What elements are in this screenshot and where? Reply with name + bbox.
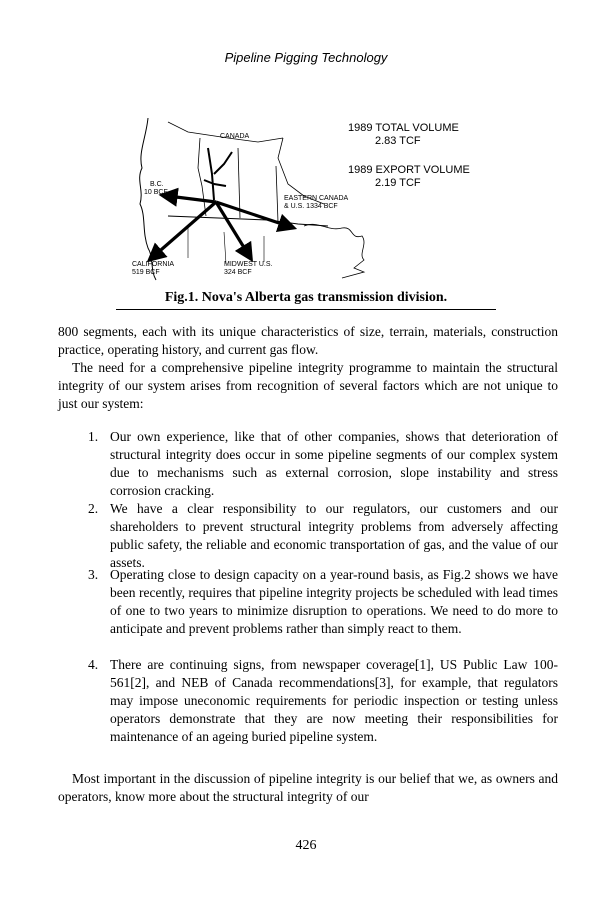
export-volume-value: 2.19 TCF: [375, 177, 421, 189]
label-california-volume: 519 BCF: [132, 269, 160, 276]
list-item: [88, 566, 558, 638]
running-title: Pipeline Pigging Technology: [224, 50, 388, 65]
sask-manitoba-border: [276, 166, 278, 222]
list-item-text: We have a clear responsibility to our regulators, our customers and our shareholders to prevent structural integrity problems from adversely affecting public safety, the reliable and economic transportation of gas, and the value of our assets.: [110, 501, 558, 570]
arrow-to-bc: [168, 196, 216, 202]
list-item-text: There are continuing signs, from newspaper coverage[1], US Public Law 100-561[2], and NEB of Canada recommendations[3], for example, that regulators may impose uneconomic requirements for periodic inspection or testing unless operators demonstrate that they are now meeting their responsibilities for maintenance of an ageing buried pipeline system.: [110, 657, 558, 744]
export-volume-label: 1989 EXPORT VOLUME: [348, 164, 470, 176]
label-bc-volume: 10 BCF: [144, 189, 168, 196]
list-item: [88, 500, 558, 572]
total-volume-label: 1989 TOTAL VOLUME: [348, 122, 459, 134]
us-state-lines: [188, 228, 264, 264]
paragraph-important: Most important in the discussion of pipeline integrity is our belief that we, as owners and operators, know more about the structural integrity of our: [58, 771, 558, 804]
arrow-to-california: [154, 202, 216, 256]
label-california: CALIFORNIA: [132, 261, 175, 268]
page-number: 426: [295, 838, 317, 853]
list-item-number: 4.: [88, 657, 99, 672]
list-item-number: 2.: [88, 501, 99, 516]
west-coastline: [140, 118, 156, 280]
pipeline-network: [204, 148, 232, 200]
total-volume-legend: [348, 122, 459, 148]
list-item-number: 3.: [88, 567, 99, 582]
export-volume-legend: [348, 164, 470, 190]
label-midwest-volume: 324 BCF: [224, 269, 252, 276]
list-item-text: Operating close to design capacity on a year-round basis, as Fig.2 shows we have been recently, requires that pipeline integrity projects be scheduled with lead times of one to two years to minimize disruption to operations. We need to do more to anticipate and prevent problems rather than simply react to them.: [110, 567, 558, 636]
label-eastern-us: & U.S. 1334 BCF: [284, 203, 338, 210]
label-eastern-canada: EASTERN CANADA: [284, 195, 349, 202]
great-lakes: [304, 224, 364, 278]
label-midwest: MIDWEST U.S.: [224, 261, 273, 268]
list-item-number: 1.: [88, 429, 99, 444]
list-item: [88, 428, 558, 500]
figure-caption: Fig.1. Nova's Alberta gas transmission division.: [116, 290, 496, 310]
list-item-text: Our own experience, like that of other companies, shows that deterioration of structural integrity does occur in some pipeline segments of our complex system due to mechanisms such as external corrosion, slope instability and stress corrosion cracking.: [110, 429, 558, 498]
total-volume-value: 2.83 TCF: [375, 135, 421, 147]
label-bc: B.C.: [150, 181, 164, 188]
list-item: [88, 656, 558, 746]
paragraph-segments: 800 segments, each with its unique characteristics of size, terrain, materials, construction practice, operating history, and current gas flow.: [58, 324, 558, 357]
alberta-bc-border: [198, 138, 206, 216]
paragraph-need: The need for a comprehensive pipeline integrity programme to maintain the structural integrity of our system arises from recognition of several factors which are not unique to just our system:: [58, 360, 558, 411]
label-canada: CANADA: [220, 133, 250, 140]
alberta-sask-border: [238, 148, 240, 218]
